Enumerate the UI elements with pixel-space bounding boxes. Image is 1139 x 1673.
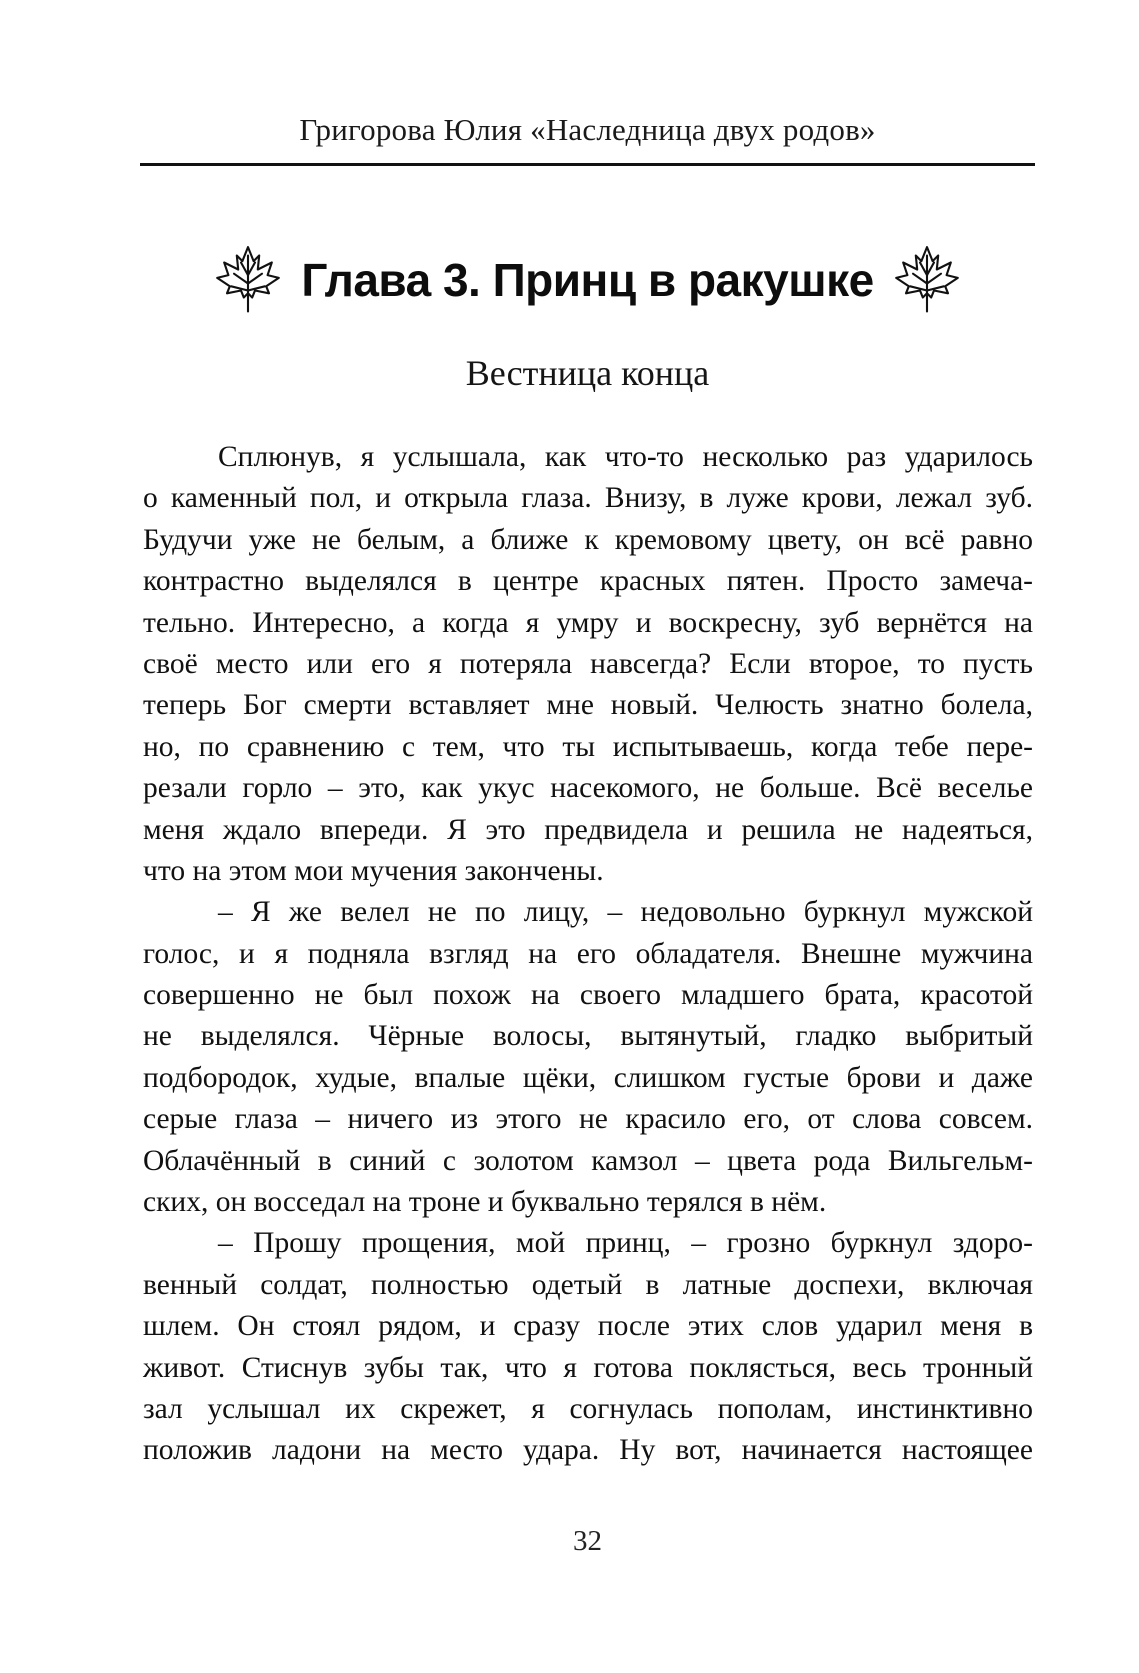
maple-leaf-icon [892, 240, 962, 320]
text-line: теперь Бог смерти вставляет мне новый. Челюсть знатно болела, [143, 689, 1033, 722]
text-line: о каменный пол, и открыла глаза. Внизу, в луже крови, лежал зуб. [143, 482, 1033, 515]
text-line: Будучи уже не белым, а ближе к кремовому цвету, он всё равно [143, 523, 1033, 556]
section-subtitle: Вестница конца [465, 353, 710, 393]
text-line: ских, он восседал на троне и буквально терялся в нём. [143, 1186, 827, 1219]
text-line: своё место или его я потеряла навсегда? Если второе, то пусть [143, 647, 1033, 680]
text-line: – Прошу прощения, мой принц, – грозно буркнул здоро- [218, 1227, 1033, 1260]
text-line: венный солдат, полностью одетый в латные доспехи, включая [143, 1268, 1033, 1301]
text-line: Сплюнув, я услышала, как что-то несколько раз ударилось [218, 441, 1033, 473]
body-text [143, 437, 1033, 1472]
text-line: меня ждало впереди. Я это предвидела и решила не надеяться, [143, 813, 1033, 846]
text-line: тельно. Интересно, а когда я умру и воскресну, зуб вернётся на [143, 606, 1033, 639]
text-line: – Я же велел не по лицу, – недовольно буркнул мужской [218, 896, 1033, 929]
text-line: зал услышал их скрежет, я согнулась пополам, инстинктивно [143, 1392, 1033, 1425]
text-line: не выделялся. Чёрные волосы, вытянутый, гладко выбритый [143, 1020, 1033, 1053]
chapter-heading [140, 240, 1035, 320]
page-number: 32 [573, 1525, 602, 1557]
chapter-title: Глава 3. Принц в ракушке [301, 254, 874, 306]
text-line: шлем. Он стоял рядом, и сразу после этих слов ударил меня в [143, 1310, 1033, 1343]
text-line: совершенно не был похож на своего младшего брата, красотой [143, 979, 1033, 1012]
running-header: Григорова Юлия «Наследница двух родов» [299, 112, 876, 147]
text-line: Облачённый в синий с золотом камзол – цвета рода Вильгельм- [143, 1144, 1033, 1177]
maple-leaf-icon [213, 240, 283, 320]
text-line: живот. Стиснув зубы так, что я готова поклясться, весь тронный [143, 1351, 1033, 1384]
text-line: что на этом мои мучения закончены. [143, 854, 604, 887]
text-line: резали горло – это, как укус насекомого, не больше. Всё веселье [143, 772, 1033, 805]
text-line: положив ладони на место удара. Ну вот, начинается настоящее [143, 1434, 1033, 1467]
text-line: но, по сравнению с тем, что ты испытываешь, когда тебе пере- [143, 730, 1033, 763]
text-line: голос, и я подняла взгляд на его обладателя. Внешне мужчина [143, 937, 1033, 970]
header-rule [140, 163, 1035, 166]
text-line: контрастно выделялся в центре красных пятен. Просто замеча- [143, 565, 1033, 598]
text-line: серые глаза – ничего из этого не красило его, от слова совсем. [143, 1103, 1033, 1136]
text-line: подбородок, худые, впалые щёки, слишком густые брови и даже [143, 1061, 1033, 1094]
